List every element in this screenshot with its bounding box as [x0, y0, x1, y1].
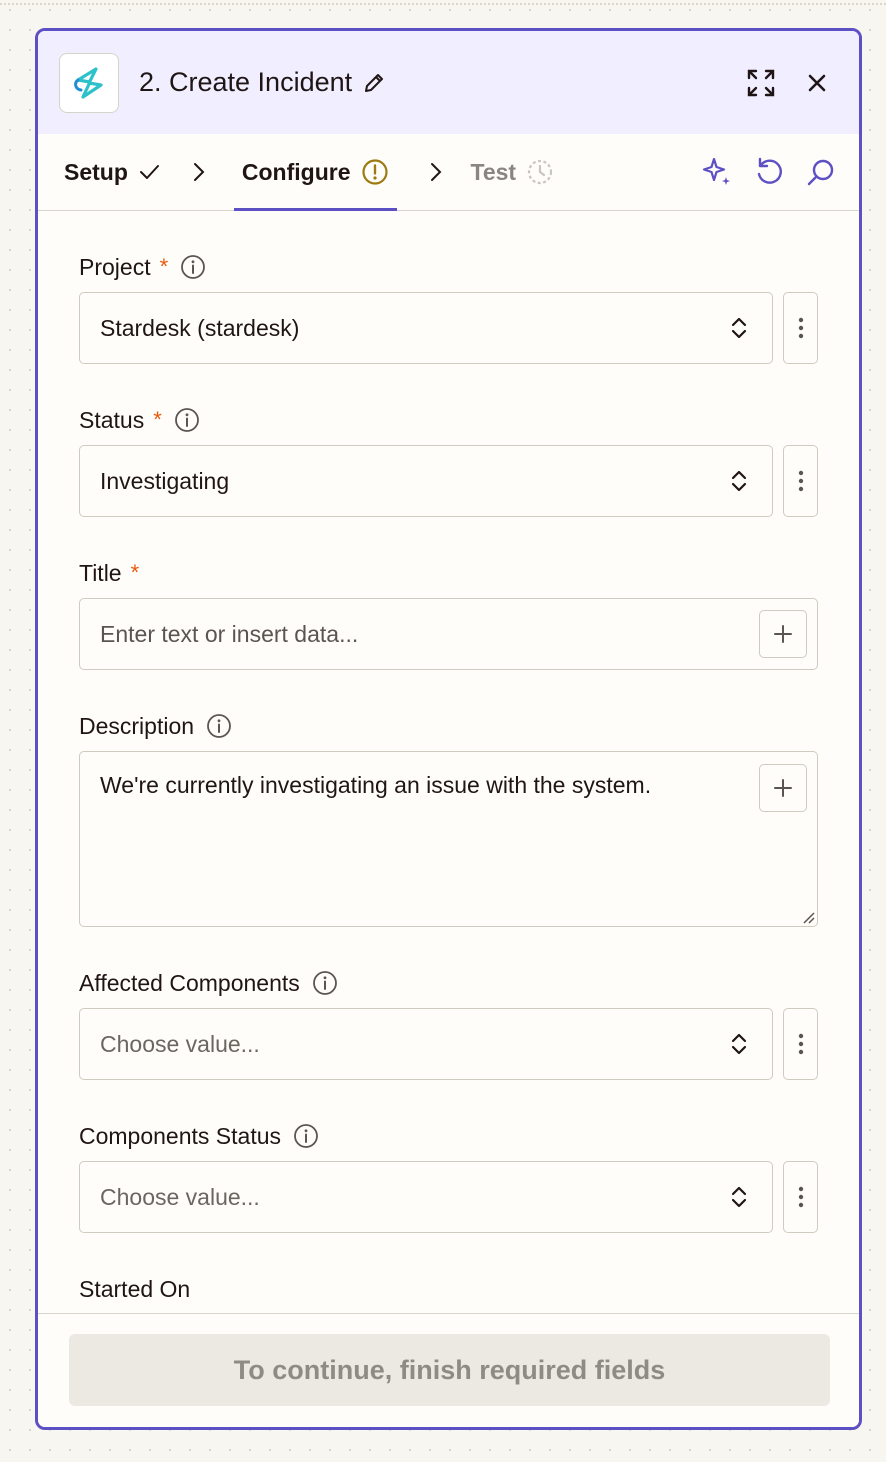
field-label: Description [79, 712, 195, 739]
expand-button[interactable] [741, 63, 781, 103]
chevron-updown-icon [730, 1184, 748, 1210]
field-label: Status [79, 406, 145, 433]
status-options-button[interactable] [783, 445, 818, 517]
stardesk-logo-icon [69, 63, 109, 103]
tab-test[interactable]: Test [471, 134, 555, 210]
info-icon[interactable] [206, 713, 232, 739]
expand-icon [746, 68, 776, 98]
field-affected-components [79, 967, 818, 1080]
project-select[interactable]: Stardesk (stardesk) [79, 292, 773, 364]
field-label: Affected Components [79, 969, 300, 996]
field-components-status [79, 1120, 818, 1233]
tab-actions [701, 134, 837, 210]
required-marker: * [153, 407, 162, 432]
search-icon[interactable] [805, 156, 837, 188]
required-marker: * [159, 254, 169, 279]
field-description [79, 710, 818, 927]
sparkle-icon[interactable] [701, 156, 733, 188]
info-icon[interactable] [312, 970, 338, 996]
info-icon[interactable] [293, 1123, 319, 1149]
kebab-icon [798, 1032, 804, 1056]
checkmark-icon [138, 161, 160, 183]
affected-components-select[interactable]: Choose value... [79, 1008, 773, 1080]
panel-footer [38, 1313, 859, 1427]
kebab-icon [798, 469, 804, 493]
field-label: Started On [79, 1275, 191, 1302]
tab-setup[interactable]: Setup [64, 134, 160, 210]
field-label: Project [79, 253, 151, 280]
configure-form [38, 211, 859, 1317]
title-input[interactable]: Enter text or insert data... [79, 598, 818, 670]
panel-header [38, 31, 859, 134]
info-icon[interactable] [174, 407, 200, 433]
status-select[interactable]: Investigating [79, 445, 773, 517]
chevron-right-icon [192, 162, 206, 182]
components-status-options-button[interactable] [783, 1161, 818, 1233]
kebab-icon [798, 316, 804, 340]
affected-components-options-button[interactable] [783, 1008, 818, 1080]
description-textarea[interactable]: We're currently investigating an issue with the system. [79, 751, 818, 927]
close-icon [807, 73, 827, 93]
required-marker: * [130, 560, 140, 585]
tab-configure[interactable]: Configure [234, 134, 397, 210]
app-logo [59, 53, 119, 113]
insert-data-button[interactable] [759, 610, 807, 658]
field-label: Title [79, 559, 122, 586]
continue-button[interactable]: To continue, finish required fields [69, 1334, 830, 1406]
refresh-icon[interactable] [753, 156, 785, 188]
chevron-right-icon [429, 162, 443, 182]
timer-icon [526, 158, 554, 186]
field-label: Components Status [79, 1122, 282, 1149]
step-title[interactable]: 2. Create Incident [139, 67, 353, 97]
plus-icon [773, 624, 793, 644]
project-options-button[interactable] [783, 292, 818, 364]
step-tabs [38, 134, 859, 211]
field-status [79, 404, 818, 517]
chevron-updown-icon [730, 468, 748, 494]
components-status-select[interactable]: Choose value... [79, 1161, 773, 1233]
step-panel [35, 28, 862, 1430]
chevron-updown-icon [730, 1031, 748, 1057]
canvas-divider [0, 3, 886, 5]
field-started-on [79, 1273, 818, 1317]
kebab-icon [798, 1185, 804, 1209]
field-project [79, 251, 818, 364]
info-icon[interactable] [180, 254, 206, 280]
chevron-updown-icon [730, 315, 748, 341]
field-title [79, 557, 818, 670]
plus-icon [773, 778, 793, 798]
insert-data-button[interactable] [759, 764, 807, 812]
resize-handle-icon[interactable] [801, 910, 815, 924]
pencil-icon[interactable] [362, 71, 386, 95]
warning-circle-icon [361, 158, 389, 186]
close-button[interactable] [797, 63, 837, 103]
